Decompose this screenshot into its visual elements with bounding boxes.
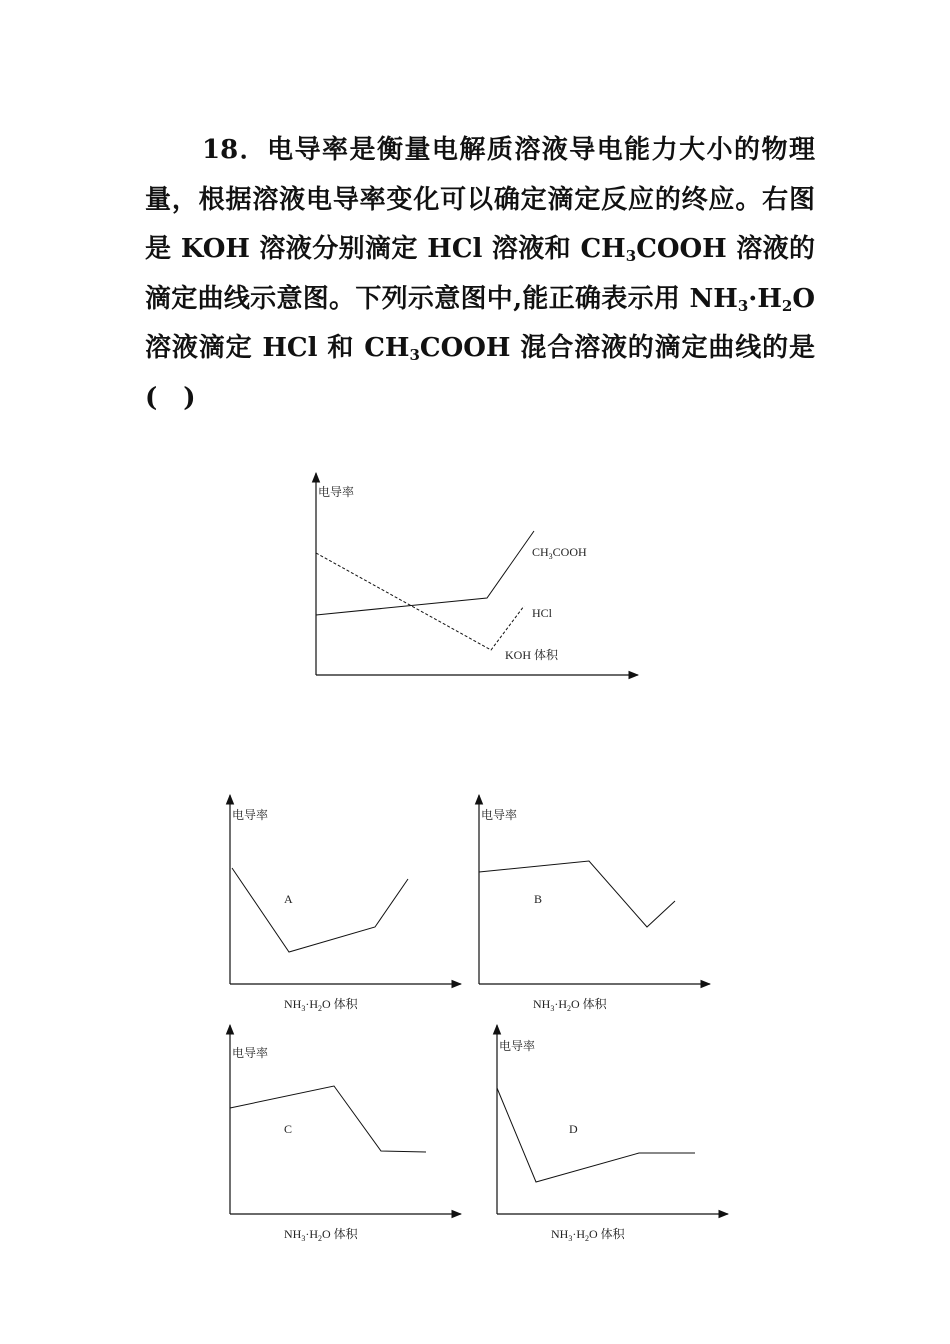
option-c-x-label: $NH_3\cdot H_2O$ 体积	[284, 1227, 358, 1243]
option-d-chart	[497, 1025, 728, 1243]
question-line2: COOH 溶液的滴定曲线示意图。下列示意图中,能正确表示用 NH	[145, 234, 815, 314]
question-line3: ·H	[748, 283, 782, 314]
option-b-curve	[479, 861, 675, 927]
option-a-y-label: 电导率	[232, 808, 269, 822]
question-number: 18	[202, 135, 239, 165]
question-line4: O 溶液滴定 HCl 和 CH	[145, 283, 815, 363]
ref-hcl-label: HCl	[532, 606, 553, 620]
question-line1: 电导率是衡量电解质溶液导电能力大小的物理量，根据溶液电导率变化可以确定滴定反应的终应。右图是 KOH 溶液分别滴定 HCl 溶液和 CH	[145, 135, 815, 264]
option-b-y-label: 电导率	[481, 808, 518, 822]
option-a-letter: A	[284, 892, 293, 906]
ref-hcl-line	[316, 553, 524, 650]
option-a-x-label: $NH_3\cdot H_2O$ 体积	[284, 997, 358, 1013]
question-sub1: 3	[625, 247, 637, 265]
reference-chart	[316, 473, 638, 675]
question-text: 18．电导率是衡量电解质溶液导电能力大小的物理量，根据溶液电导率变化可以确定滴定反应的终应。右图是 KOH 溶液分别滴定 HCl 溶液和 $CH_3COOH$ 溶液的滴定曲线示意图。下列示意图中,能正确表示用 $NH_3\cdot H_2O$ 溶液滴定 HCl 和 $CH_3COOH$ 混合溶液的滴定曲线的是( )	[145, 135, 815, 413]
option-d-y-label: 电导率	[499, 1039, 536, 1053]
option-a-curve	[232, 868, 408, 952]
option-d-letter: D	[569, 1122, 578, 1136]
question-sub2: 3	[737, 296, 749, 315]
ref-ch3cooh-line	[316, 531, 534, 615]
option-d-curve	[497, 1088, 695, 1182]
question-sub3: 2	[781, 296, 793, 315]
ref-y-label: 电导率	[318, 485, 355, 499]
option-b-x-label: $NH_3\cdot H_2O$ 体积	[533, 997, 607, 1013]
option-a-chart	[230, 795, 461, 1013]
option-d-x-label: $NH_3\cdot H_2O$ 体积	[551, 1227, 625, 1243]
option-c-curve	[230, 1086, 426, 1152]
option-b-chart	[479, 795, 710, 1013]
option-c-chart	[230, 1025, 461, 1243]
question-line5: COOH 混合溶液的滴定曲线的是( )	[145, 333, 815, 413]
ref-x-label: KOH 体积	[505, 648, 558, 662]
option-c-letter: C	[284, 1122, 293, 1136]
option-b-letter: B	[534, 892, 543, 906]
option-c-y-label: 电导率	[232, 1046, 269, 1060]
ref-ch3cooh-label: $CH_3COOH$	[532, 545, 587, 561]
question-sub4: 3	[409, 346, 420, 364]
